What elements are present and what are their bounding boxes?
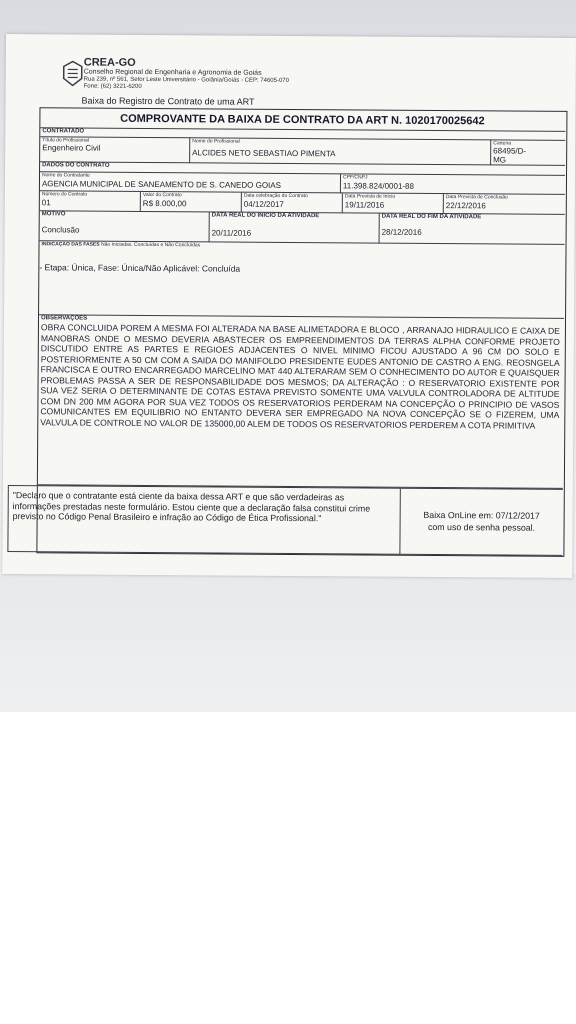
field-value: 04/12/2017	[243, 199, 284, 209]
field-titulo	[40, 136, 190, 163]
field-cpf	[341, 173, 565, 195]
field-label: Data Prevista de Início	[344, 193, 396, 200]
field-value: 68495/D-	[493, 146, 527, 156]
field-label: MOTIVO	[41, 211, 66, 218]
field-label: Título do Profissional	[42, 137, 89, 144]
form-frame	[12, 107, 567, 557]
section-label: DADOS DO CONTRATO	[42, 162, 110, 169]
field-label	[42, 241, 201, 248]
field-label: DATA REAL DO INICIO DA ATIVIDADE	[211, 212, 320, 220]
field-value: 20/11/2016	[211, 228, 252, 238]
field-label: Data Prevista de Conclusão	[445, 194, 508, 201]
field-prev-conclusao	[444, 194, 565, 215]
field-data-inicio	[210, 212, 380, 243]
header-block	[84, 57, 290, 92]
baixa-method: com uso de senha pessoal.	[427, 521, 536, 533]
field-value: R$ 8.000,00	[142, 198, 187, 209]
field-nome	[190, 137, 491, 165]
field-label: Data celebração do Contrato	[243, 192, 308, 200]
field-value: 22/12/2016	[445, 201, 486, 211]
field-label: OBSERVAÇÕES	[40, 315, 88, 322]
fases-label-bold: INDICAÇÃO DAS FASES	[41, 241, 100, 248]
field-value: ALCIDES NETO SEBASTIAO PIMENTA	[192, 148, 336, 159]
field-prev-inicio	[343, 193, 444, 214]
declaracao-text: "Declaro que o contratante está ciente da baixa dessa ART e que são verdadeiras as informações prestadas neste formulário. Estou ciente que a declaração falsa constitui crime previsto no Código Penal Brasileiro e infração ao Código de Ética Profissional."	[12, 490, 371, 524]
org-address: Rua 239, nº 561, Setor Leste Universitário - Goiânia/Goiás - CEP: 74605-070	[83, 76, 290, 84]
baixa-box	[400, 488, 562, 556]
field-carteira	[491, 139, 565, 166]
fases-label-rest: Não Iniciadas, Concluídas e Não Concluídas	[100, 241, 201, 249]
field-value: 01	[41, 198, 51, 208]
field-label: Valor do Contrato	[142, 191, 182, 199]
field-numero	[40, 191, 141, 212]
field-value: Engenheiro Civil	[42, 143, 101, 153]
document-title: COMPROVANTE DA BAIXA DE CONTRATO DA ART N. 1020170025642	[120, 112, 485, 128]
field-motivo	[40, 211, 210, 242]
observacoes-text: OBRA CONCLUIDA POREM A MESMA FOI ALTERADA NA BASE ALIMETADORA E BLOCO , ARRANAJO HIDRAULICO E CAIXA DE MANOBRAS ONDE O MESMO DEVERIA ABASTECER OS EMPREENDIMENTOS DA TERRAS ALPHA CONFORME PROJETO DISCUTIDO ENTRE AS PARTES E REGIOES ADJACENTES O NIVEL MINIMO FICOU AJUSTADO A 96 CM DO SOLO E POSTERIORMENTE A 50 CM COM A SAIDA DO MANIFOLDO PRESIDENTE EUDES ANTONIO DE CASTRO A ENG. REOSNGELA FRANCISCA E OUTRO ENCARREGADO MARCELINO MAT 440 ALTERARAM SEM O CONHECIMENTO DO AUTOR E QUAISQUER PROBLEMAS PASSA A SER DE RESPONSABILIDADE DOS MESMOS; DA ALTERAÇÃO : O RESERVATORIO EXISTENTE POR SUA VEZ SERIA O DETERMINANTE DE COTAS ESTAVA PREVISTO SOMENTE UMA VALVULA CONTROLADORA DE ALTITUDE COM DN 200 MM AGORA POR SUA VEZ TODOS OS RESERVATORIOS PERDERAM NA CONCEPÇÃO O PRINCIPIO DE VASOS COMUNICANTES EM EQUILIBRIO NO ENTANTO DEVERA SER EMPREGADO NA NOVA CONCEPÇÃO SE O FIZEREM, UMA VALVULA DE CONTROLE NO VALOR DE 135000,00 ALEM DE TODOS OS RESERVATORIOS PERDEREM A COTA PRIMITIVA	[40, 322, 560, 431]
section-label: CONTRATADO	[42, 128, 85, 135]
declaracao-box	[7, 485, 400, 555]
org-phone: Fone: (62) 3221-6200	[83, 83, 142, 90]
paper-sheet	[2, 34, 576, 578]
crea-logo-icon	[62, 60, 84, 86]
org-name: Conselho Regional de Engenharia e Agronomia de Goiás	[83, 68, 262, 77]
field-data-fim	[380, 214, 565, 245]
field-celebracao	[242, 193, 343, 214]
field-valor	[141, 192, 242, 213]
field-label: Nome do Profissional	[192, 138, 240, 145]
field-value: 28/12/2016	[381, 227, 422, 237]
section-fases	[39, 241, 565, 322]
field-label: DATA REAL DO FIM DA ATIVIDADE	[381, 213, 482, 221]
field-value: 11.398.824/0001-88	[342, 181, 415, 191]
field-label: Número do Contrato	[41, 191, 88, 198]
document-subtitle: Baixa do Registro de Contrato de uma ART	[81, 95, 255, 107]
field-value: AGENCIA MUNICIPAL DE SANEAMENTO DE S. CANEDO GOIAS	[41, 179, 281, 190]
field-value: Conclusão	[41, 225, 80, 235]
field-label: Nome do Contratante	[41, 172, 90, 179]
field-contratante	[40, 171, 341, 193]
section-observacoes	[38, 315, 564, 489]
field-label: Carteira	[493, 140, 512, 147]
background-surface	[0, 574, 576, 712]
fases-value: - Etapa: Única, Fase: Única/Não Aplicável: Concluída	[39, 262, 241, 274]
field-value: MG	[493, 155, 507, 165]
org-acronym: CREA-GO	[83, 56, 136, 69]
baixa-date: Baixa OnLine em: 07/12/2017	[423, 509, 540, 521]
field-label: CPF/CNPJ	[342, 174, 368, 181]
field-value: 19/11/2016	[344, 200, 385, 210]
